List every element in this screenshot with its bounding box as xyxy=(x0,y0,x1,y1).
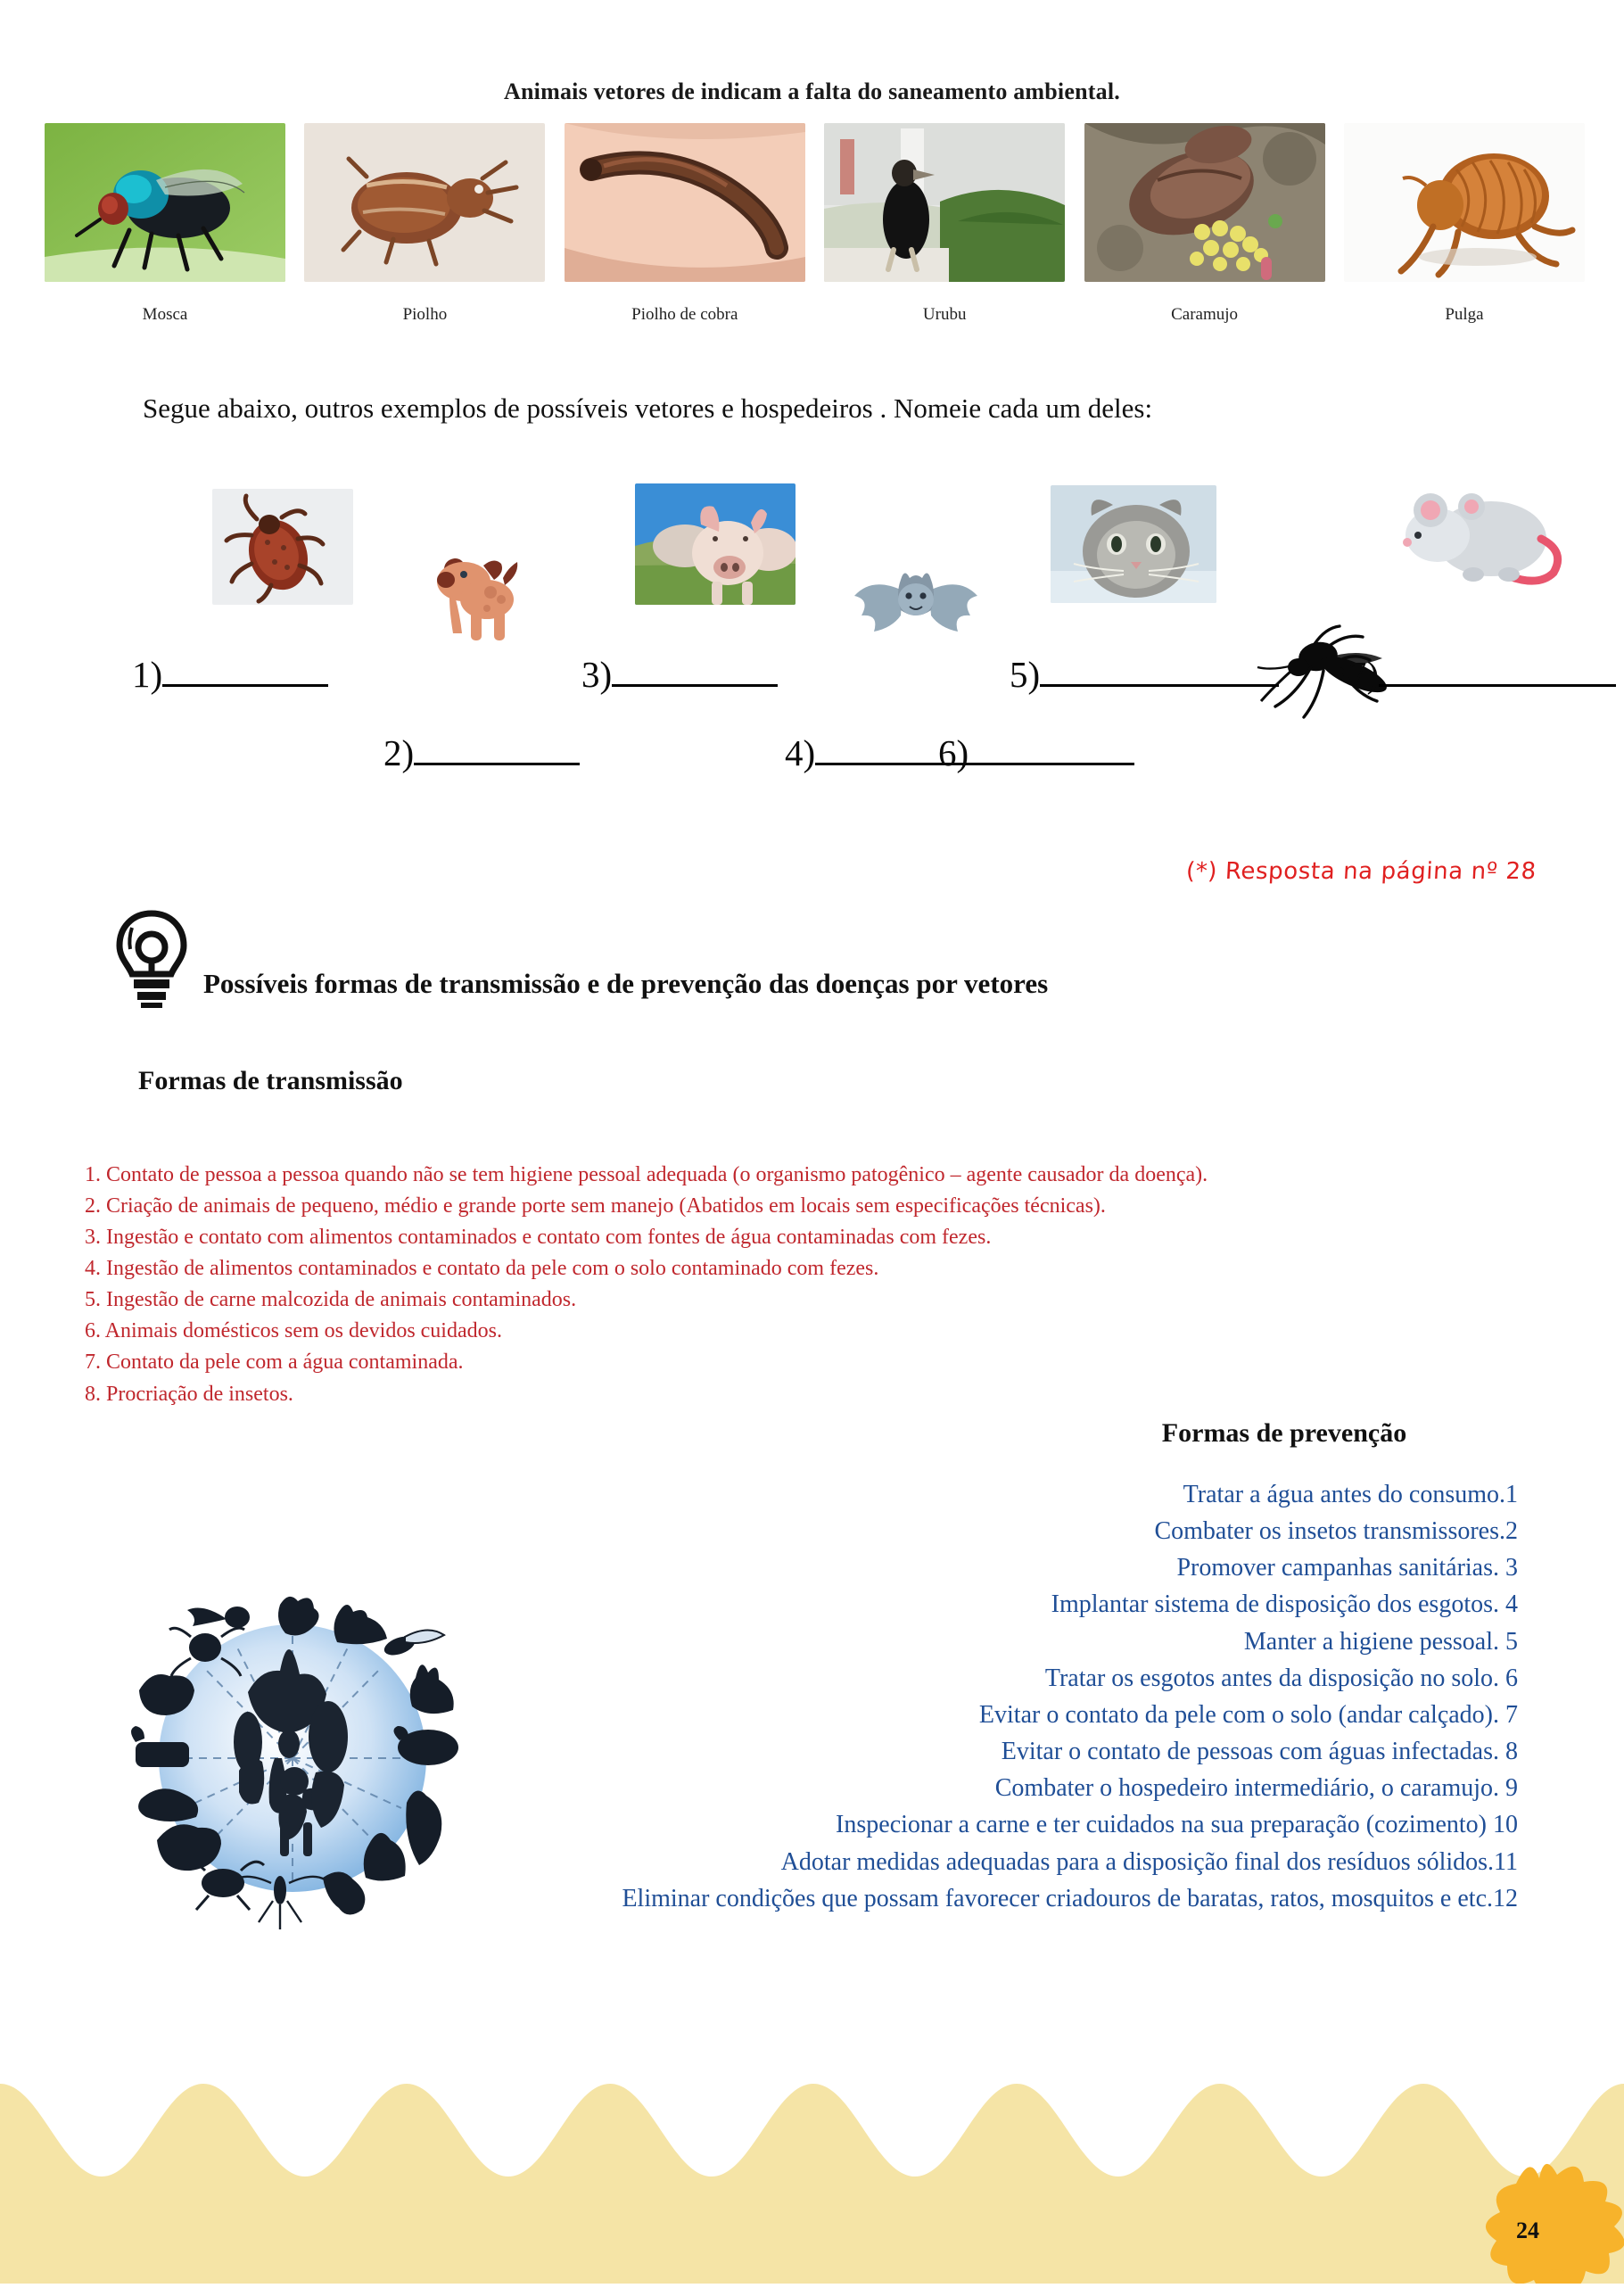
flea-photo xyxy=(1344,123,1585,282)
transmission-item: 3. Ingestão e contato com alimentos contaminados e contato com fontes de água contaminadas com fezes. xyxy=(85,1226,992,1250)
answer-blank-2-line[interactable] xyxy=(414,736,580,765)
pig-image xyxy=(635,483,796,605)
prevention-heading: Formas de prevenção xyxy=(1161,1418,1407,1448)
prevention-item: Inspecionar a carne e ter cuidados na sua preparação (cozimento) 10 xyxy=(836,1811,1518,1839)
prevention-item: Combater os insetos transmissores.2 xyxy=(1154,1517,1518,1546)
answer-blank-4-number: 4) xyxy=(785,732,816,773)
transmission-list xyxy=(85,1160,1494,1410)
answer-blank-6-number: 6) xyxy=(938,732,969,773)
answer-blank-7[interactable] xyxy=(1348,653,1616,696)
answer-blank-6-line[interactable] xyxy=(969,736,1134,765)
vector-caption-row xyxy=(45,305,1585,335)
answer-blank-5-number: 5) xyxy=(1010,654,1041,695)
prevention-item: Implantar sistema de disposição dos esgotos. 4 xyxy=(1051,1590,1518,1619)
section-heading: Possíveis formas de transmissão e de prevenção das doenças por vetores xyxy=(203,968,1049,999)
answer-blank-5[interactable] xyxy=(1010,653,1279,696)
transmission-item: 4. Ingestão de alimentos contaminados e contato da pele com o solo contaminado com fezes. xyxy=(85,1257,879,1281)
snail-photo xyxy=(1084,123,1325,282)
vector-photo-cell-pulga xyxy=(1344,123,1585,282)
prevention-item: Combater o hospedeiro intermediário, o caramujo. 9 xyxy=(994,1774,1518,1803)
answer-page-note: (*) Resposta na página nº 28 xyxy=(1185,858,1537,885)
answer-blank-3-number: 3) xyxy=(581,654,613,695)
answer-blank-1-line[interactable] xyxy=(162,657,328,687)
transmission-item: 8. Procriação de insetos. xyxy=(85,1382,293,1406)
transmission-item: 6. Animais domésticos sem os devidos cuidados. xyxy=(85,1319,502,1343)
footer-wave-decoration xyxy=(0,2078,1624,2284)
caption-caramujo: Caramujo xyxy=(1171,305,1239,324)
millipede-photo xyxy=(565,123,805,282)
answer-blank-3[interactable] xyxy=(581,653,778,696)
transmission-item: 1. Contato de pessoa a pessoa quando não se tem higiene pessoal adequada (o organismo patogênico – agente causador da doença). xyxy=(85,1163,1208,1186)
prevention-item: Tratar a água antes do consumo.1 xyxy=(1183,1481,1518,1508)
caption-urubu: Urubu xyxy=(922,305,967,324)
answer-blank-7-line[interactable] xyxy=(1379,657,1616,687)
caption-piolho-de-cobra: Piolho de cobra xyxy=(631,305,738,324)
zoonoses-circle-illustration xyxy=(105,1583,480,1931)
prevention-item: Manter a higiene pessoal. 5 xyxy=(1243,1627,1518,1656)
prevention-item: Tratar os esgotos antes da disposição no solo. 6 xyxy=(1044,1664,1518,1692)
naming-exercise-area xyxy=(0,464,1624,883)
answer-blank-3-line[interactable] xyxy=(612,657,778,687)
vector-photo-cell-piolho-de-cobra xyxy=(565,123,805,282)
caption-pulga: Pulga xyxy=(1445,305,1484,324)
lightbulb-icon xyxy=(109,910,194,1008)
answer-blank-2[interactable] xyxy=(383,731,580,774)
vector-photo-cell-urubu xyxy=(824,123,1065,282)
prevention-item: Promover campanhas sanitárias. 3 xyxy=(1176,1554,1518,1582)
tick-image xyxy=(212,489,353,605)
vector-photo-cell-mosca xyxy=(45,123,285,282)
answer-blank-1[interactable] xyxy=(132,653,328,696)
vector-photo-cell-piolho xyxy=(304,123,545,282)
dog-illustration xyxy=(408,544,533,651)
prevention-item: Adotar medidas adequadas para a disposição final dos resíduos sólidos.11 xyxy=(780,1847,1518,1876)
vulture-photo xyxy=(824,123,1065,282)
bat-illustration xyxy=(849,564,983,671)
caption-piolho: Piolho xyxy=(402,305,448,324)
answer-blank-7-number: 7) xyxy=(1348,654,1380,695)
vector-photo-cell-caramujo xyxy=(1084,123,1325,282)
answer-blank-2-number: 2) xyxy=(383,732,415,773)
answer-blank-6[interactable] xyxy=(938,731,1134,774)
page-number: 24 xyxy=(1516,2218,1539,2243)
prevention-item: Eliminar condições que possam favorecer criadouros de baratas, ratos, mosquitos e etc.12 xyxy=(622,1884,1518,1912)
instruction-text: Segue abaixo, outros exemplos de possíveis vetores e hospedeiros . Nomeie cada um deles: xyxy=(143,392,1153,424)
vector-photo-strip xyxy=(45,123,1585,312)
answer-blank-5-line[interactable] xyxy=(1040,657,1279,687)
page-title: Animais vetores de indicam a falta do saneamento ambiental. xyxy=(504,78,1120,104)
answer-blank-1-number: 1) xyxy=(132,654,163,695)
caption-mosca: Mosca xyxy=(142,305,188,324)
prevention-item: Evitar o contato da pele com o solo (andar calçado). 7 xyxy=(978,1700,1518,1729)
transmission-item: 7. Contato da pele com a água contaminada. xyxy=(85,1350,464,1375)
transmission-item: 5. Ingestão de carne malcozida de animais contaminados. xyxy=(85,1288,577,1312)
prevention-item: Evitar o contato de pessoas com águas infectadas. 8 xyxy=(1001,1738,1518,1766)
transmission-heading: Formas de transmissão xyxy=(138,1066,403,1095)
mouse-illustration xyxy=(1391,483,1570,599)
transmission-item: 2. Criação de animais de pequeno, médio e grande porte sem manejo (Abatidos em locais sem especificações técnicas). xyxy=(85,1194,1106,1218)
cat-image xyxy=(1051,485,1216,603)
louse-photo xyxy=(304,123,545,282)
fly-photo xyxy=(45,123,285,282)
